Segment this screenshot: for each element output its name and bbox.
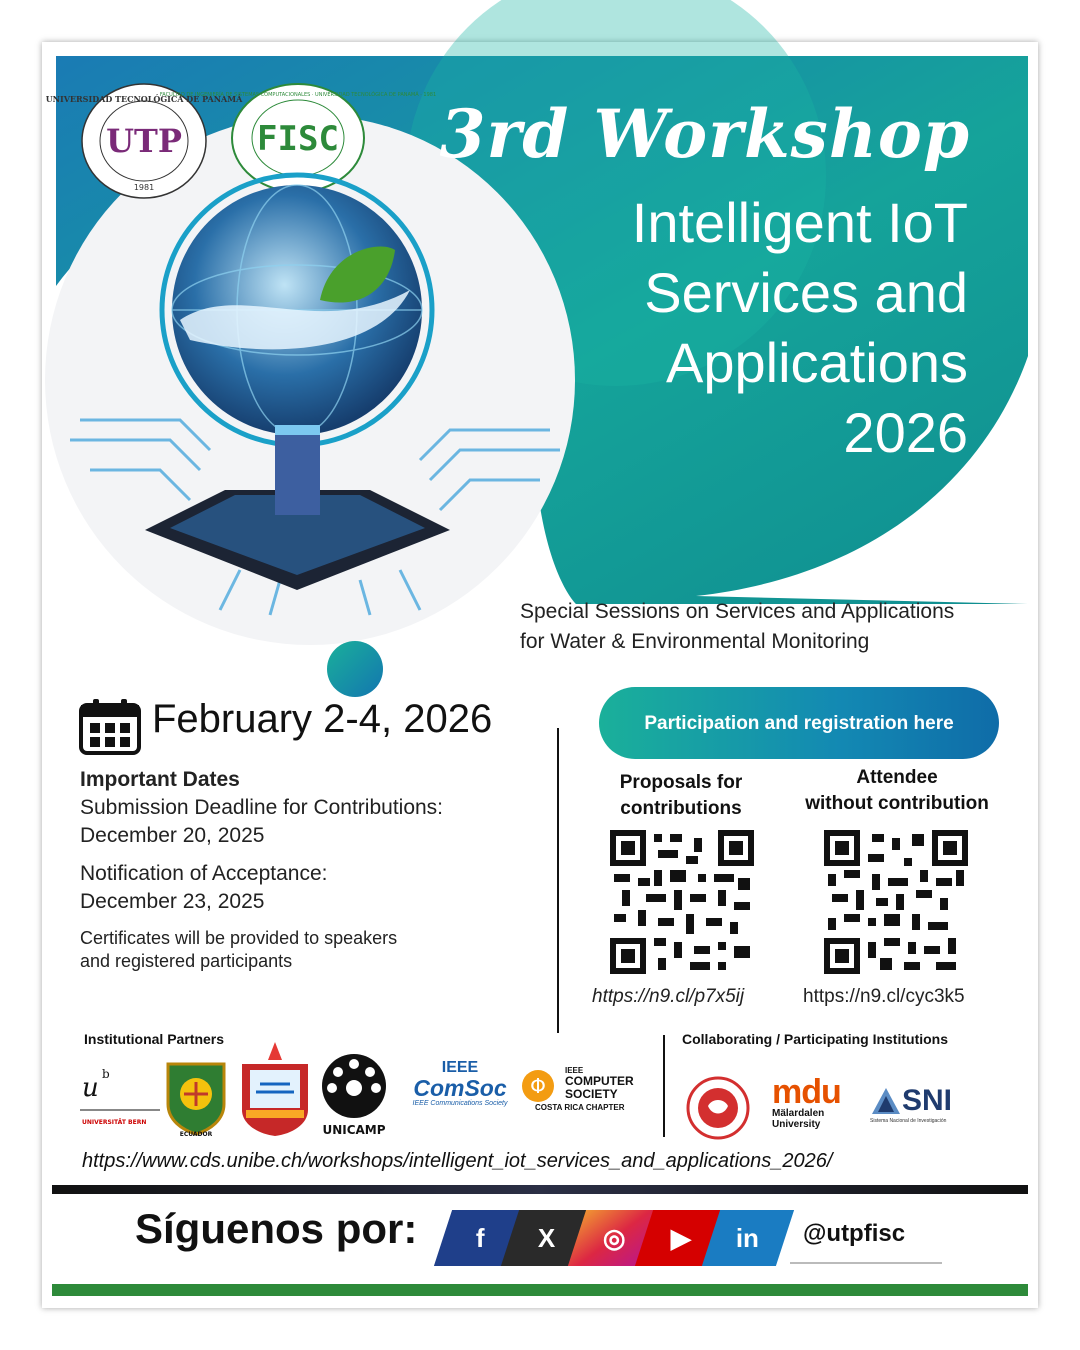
notification-date: December 23, 2025 <box>80 890 265 913</box>
event-title-line: Intelligent IoT <box>631 191 968 254</box>
para-university-logo <box>236 1040 314 1138</box>
svg-text:Φ: Φ <box>530 1074 546 1098</box>
svg-text:1981: 1981 <box>133 183 155 192</box>
decorative-dot <box>326 640 384 698</box>
social-handle[interactable]: @utpfisc <box>803 1220 906 1247</box>
ieee-cs-line2: SOCIETY <box>565 1087 618 1101</box>
event-title <box>480 188 968 468</box>
svg-text:FACULTAD DE INGENIERÍA DE SIST: FACULTAD DE INGENIERÍA DE SISTEMAS COMPUTACIONALES · UNIVERSIDAD TECNOLÓGICA DE PANAMÁ · 1981 <box>159 92 437 98</box>
svg-text:UNIVERSITÄT BERN: UNIVERSITÄT BERN <box>82 1119 147 1126</box>
special-sessions <box>520 597 954 657</box>
website-url[interactable]: https://www.cds.unibe.ch/workshops/intelligent_iot_services_and_applications_2026/ <box>82 1150 833 1172</box>
certificates-line: Certificates will be provided to speakers <box>80 928 398 948</box>
calendar-icon <box>78 697 142 755</box>
ieee-cs-text <box>535 1066 634 1112</box>
svg-text:ECUADOR: ECUADOR <box>179 1131 213 1138</box>
mdu-line2: University <box>772 1119 821 1130</box>
ecuador-university-logo <box>160 1058 232 1138</box>
submission-date: December 20, 2025 <box>80 824 265 847</box>
comsoc-name: ComSoc <box>413 1075 507 1101</box>
attendee-url[interactable]: https://n9.cl/cyc3k5 <box>803 986 965 1007</box>
unicamp-logo <box>316 1052 392 1138</box>
qr-code-proposals[interactable] <box>610 830 754 974</box>
workshop-title: 3rd Workshop <box>439 95 970 173</box>
x-glyph: X <box>538 1222 556 1253</box>
instagram-glyph: ◎ <box>602 1222 626 1253</box>
sni-logo <box>870 1084 952 1124</box>
ieee-comsoc-logo <box>406 1060 514 1107</box>
qr-code-attendee[interactable] <box>824 830 968 974</box>
institutional-partners-title: Institutional Partners <box>84 1031 225 1047</box>
attendee-label <box>782 765 1012 817</box>
collab-red-seal-logo <box>686 1076 750 1140</box>
sni-triangle-icon <box>870 1086 902 1116</box>
certificates-note <box>80 927 397 973</box>
proposals-label-line: Proposals for <box>619 772 743 793</box>
youtube-glyph: ▶ <box>671 1222 691 1253</box>
footer-top-bar <box>52 1185 1028 1194</box>
ieee-cs-line1: COMPUTER <box>565 1074 634 1088</box>
footer-green-bar <box>52 1284 1028 1296</box>
svg-text:UTP: UTP <box>106 122 182 160</box>
proposals-label-line: contributions <box>620 798 742 819</box>
special-sessions-line: for Water & Environmental Monitoring <box>520 630 870 653</box>
unibe-logo <box>80 1062 160 1132</box>
svg-text:UNIVERSIDAD TECNOLÓGICA DE PAN: UNIVERSIDAD TECNOLÓGICA DE PANAMÁ <box>45 94 243 104</box>
handle-underline <box>790 1262 942 1264</box>
event-title-line: 2026 <box>843 401 968 464</box>
ieee-cs-emblem <box>520 1068 560 1108</box>
event-title-line: Services and <box>644 261 968 324</box>
notification-label: Notification of Acceptance: <box>80 862 328 885</box>
follow-label: Síguenos por: <box>135 1205 418 1252</box>
facebook-glyph: f <box>475 1222 485 1253</box>
sni-row <box>870 1084 952 1118</box>
sni-sub: Sistema Nacional de Investigación <box>870 1118 947 1124</box>
sni-text: SNI <box>902 1084 953 1117</box>
svg-text:b: b <box>102 1067 110 1081</box>
svg-text:u: u <box>82 1073 99 1103</box>
partners-divider <box>663 1035 665 1137</box>
important-dates-title: Important Dates <box>80 768 240 791</box>
ieee-cs-ieee: IEEE <box>565 1066 584 1075</box>
event-title-line: Applications <box>666 331 968 394</box>
svg-text:UNICAMP: UNICAMP <box>322 1123 386 1137</box>
registration-button[interactable]: Participation and registration here <box>599 687 999 759</box>
attendee-label-line: Attendee <box>856 767 938 788</box>
special-sessions-line: Special Sessions on Services and Applications <box>520 600 955 623</box>
svg-text:FISC: FISC <box>257 119 339 159</box>
linkedin-glyph: in <box>736 1222 760 1253</box>
event-date: February 2-4, 2026 <box>152 697 493 741</box>
submission-label: Submission Deadline for Contributions: <box>80 796 444 819</box>
mdu-line1: Mälardalen <box>772 1108 825 1119</box>
attendee-label-line: without contribution <box>805 793 989 814</box>
ieee-cs-chapter: COSTA RICA CHAPTER <box>535 1103 625 1112</box>
proposals-label <box>592 770 770 822</box>
mdu-letters: mdu <box>772 1073 841 1111</box>
comsoc-ieee: IEEE <box>441 1059 479 1076</box>
certificates-line: and registered participants <box>80 951 293 971</box>
collaborating-title: Collaborating / Participating Institutions <box>682 1031 949 1047</box>
proposals-url[interactable]: https://n9.cl/p7x5ij <box>592 986 745 1007</box>
vertical-divider <box>557 728 559 1033</box>
comsoc-sub: IEEE Communications Society <box>412 1100 508 1107</box>
mdu-logo <box>772 1073 841 1130</box>
